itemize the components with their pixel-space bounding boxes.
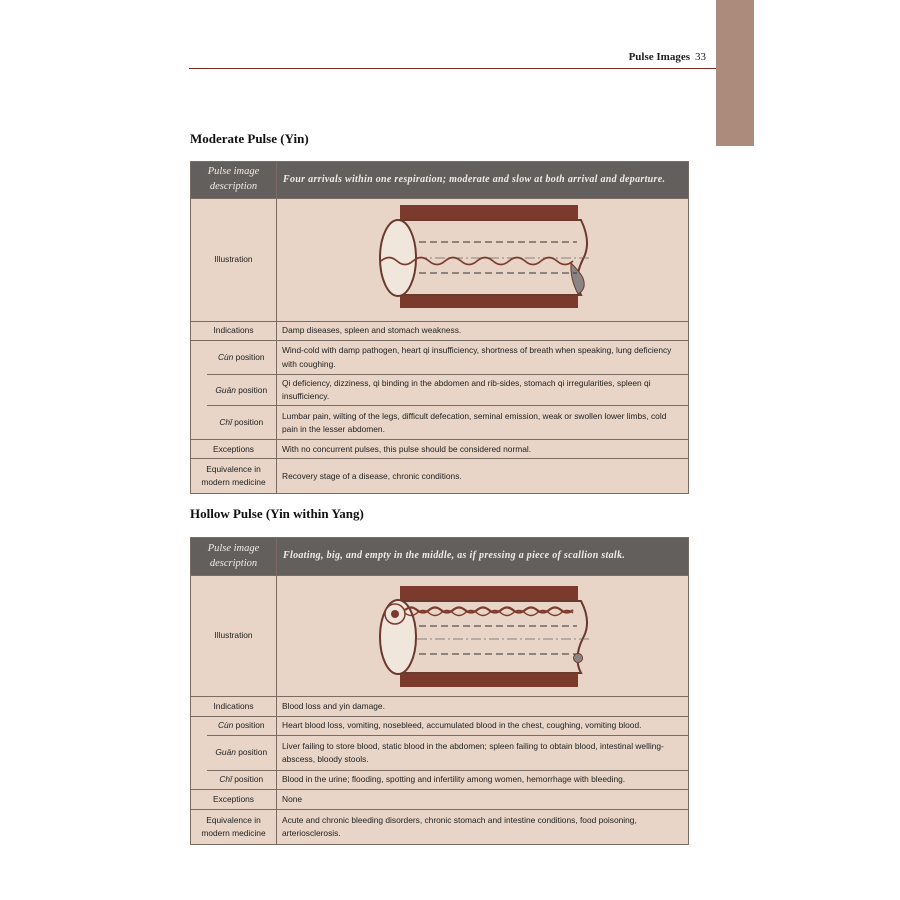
table-row — [191, 810, 689, 845]
table-row — [191, 790, 689, 810]
vessel-end-cap — [571, 263, 584, 294]
guan-position-label: Guān position — [207, 736, 277, 771]
illustration-label: Illustration — [191, 199, 277, 322]
table-row — [191, 736, 689, 771]
description-label: Pulse image description — [191, 162, 277, 199]
hollow-ring-core — [391, 610, 399, 618]
vessel-outline — [399, 220, 587, 295]
cun-position-text: Wind-cold with damp pathogen, heart qi insufficiency, shortness of breath when speaking, lung deficiency with coughing. — [277, 341, 689, 375]
indications-text: Damp diseases, spleen and stomach weakness. — [277, 322, 689, 341]
guan-position-label: Guān position — [207, 375, 277, 406]
table-row — [191, 717, 689, 736]
table-row — [191, 199, 689, 322]
table-row — [191, 459, 689, 494]
position-indent — [191, 341, 207, 440]
cun-position-text: Heart blood loss, vomiting, nosebleed, accumulated blood in the chest, coughing, vomiting blood. — [277, 717, 689, 736]
table-row — [191, 697, 689, 717]
table-row — [191, 440, 689, 459]
running-title: Pulse Images — [628, 51, 690, 63]
chi-position-label: Chǐ position — [207, 771, 277, 790]
indications-text: Blood loss and yin damage. — [277, 697, 689, 717]
hollow-pulse-illustration — [277, 576, 688, 696]
exceptions-text: None — [277, 790, 689, 810]
chapter-side-tab — [716, 0, 754, 146]
chi-position-text: Blood in the urine; flooding, spotting and infertility among women, hemorrhage with bleeding. — [277, 771, 689, 790]
vessel-end-dot — [574, 654, 583, 663]
exceptions-text: With no concurrent pulses, this pulse should be considered normal. — [277, 440, 689, 459]
vessel-upper-wall — [400, 205, 578, 219]
table-row — [191, 538, 689, 576]
equivalence-label: Equivalence in modern medicine — [191, 810, 277, 845]
indications-label: Indications — [191, 697, 277, 717]
table-row — [191, 576, 689, 697]
equivalence-text: Recovery stage of a disease, chronic conditions. — [277, 459, 689, 494]
illustration-label: Illustration — [191, 576, 277, 697]
section-title-moderate-pulse: Moderate Pulse (Yin) — [190, 131, 309, 146]
illustration-cell — [277, 576, 689, 697]
moderate-pulse-table — [190, 161, 689, 494]
illustration-cell — [277, 199, 689, 322]
indications-label: Indications — [191, 322, 277, 341]
equivalence-label: Equivalence in modern medicine — [191, 459, 277, 494]
moderate-pulse-illustration — [277, 199, 688, 321]
chi-position-text: Lumbar pain, wilting of the legs, difficult defecation, seminal emission, weak or swollen lower limbs, cold pain in the lesser abdomen. — [277, 406, 689, 440]
vessel-lower-wall — [400, 673, 578, 687]
table-row — [191, 771, 689, 790]
cun-position-label: Cùn position — [207, 341, 277, 375]
page-number: 33 — [695, 51, 706, 63]
description-text: Four arrivals within one respiration; moderate and slow at both arrival and departure. — [277, 162, 689, 199]
chi-position-label: Chǐ position — [207, 406, 277, 440]
exceptions-label: Exceptions — [191, 440, 277, 459]
position-indent — [191, 717, 207, 790]
equivalence-text: Acute and chronic bleeding disorders, chronic stomach and intestine conditions, food poisoning, arteriosclerosis. — [277, 810, 689, 845]
header-rule — [189, 68, 716, 69]
table-row — [191, 375, 689, 406]
running-header — [600, 51, 706, 63]
section-title-hollow-pulse: Hollow Pulse (Yin within Yang) — [190, 506, 364, 521]
table-row — [191, 406, 689, 440]
table-row — [191, 341, 689, 375]
table-row — [191, 162, 689, 199]
exceptions-label: Exceptions — [191, 790, 277, 810]
vessel-lower-wall — [400, 294, 578, 308]
description-label: Pulse image description — [191, 538, 277, 576]
description-text: Floating, big, and empty in the middle, as if pressing a piece of scallion stalk. — [277, 538, 689, 576]
guan-position-text: Liver failing to store blood, static blood in the abdomen; spleen failing to obtain blood, intestinal welling-abscess, bloody stools. — [277, 736, 689, 771]
cun-position-label: Cùn position — [207, 717, 277, 736]
vessel-upper-wall — [400, 586, 578, 600]
guan-position-text: Qi deficiency, dizziness, qi binding in the abdomen and rib-sides, stomach qi irregularities, spleen qi insufficiency. — [277, 375, 689, 406]
hollow-pulse-table — [190, 537, 689, 845]
table-row — [191, 322, 689, 341]
